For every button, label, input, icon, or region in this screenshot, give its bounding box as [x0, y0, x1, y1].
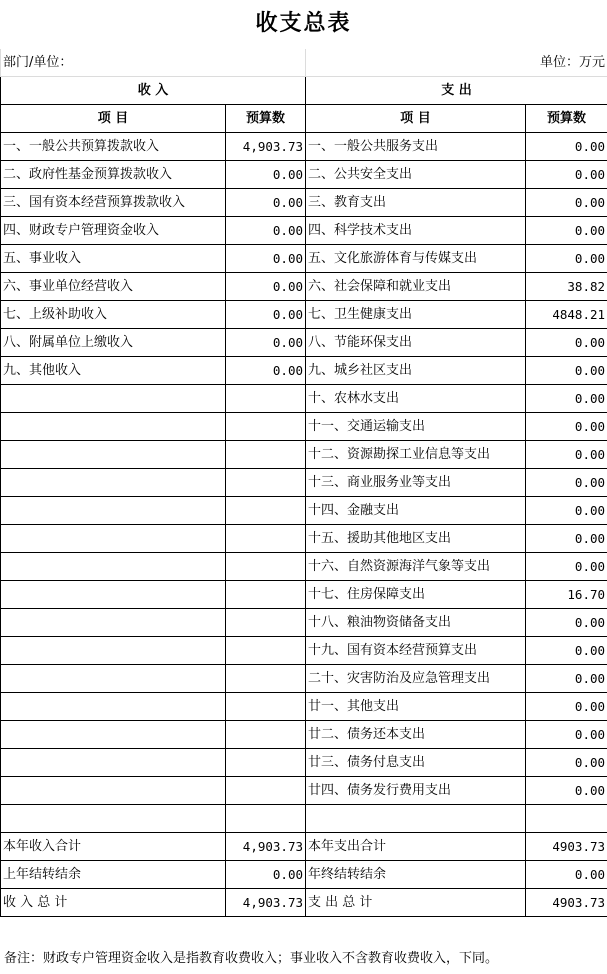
income-item-cell [1, 693, 226, 721]
table-row [1, 665, 607, 693]
income-item-cell [1, 665, 226, 693]
expense-value-cell: 0.00 [526, 665, 607, 693]
income-item-cell [1, 385, 226, 413]
table-row [1, 357, 607, 385]
expense-value-cell: 0.00 [526, 553, 607, 581]
dept-label: 部门/单位： [1, 49, 306, 77]
expense-item-cell: 十八、粮油物资储备支出 [306, 609, 526, 637]
total-row [1, 861, 607, 889]
income-value-cell: 0.00 [226, 357, 306, 385]
expense-item-cell: 本年支出合计 [306, 833, 526, 861]
income-item-cell [1, 637, 226, 665]
income-item-cell: 五、事业收入 [1, 245, 226, 273]
unit-label: 单位：万元 [306, 49, 607, 77]
expense-value-cell: 0.00 [526, 385, 607, 413]
income-value-cell [226, 749, 306, 777]
expense-item-cell: 十七、住房保障支出 [306, 581, 526, 609]
table-row [1, 693, 607, 721]
expense-item-cell: 十、农林水支出 [306, 385, 526, 413]
expense-item-cell: 十一、交通运输支出 [306, 413, 526, 441]
expense-item-cell: 八、节能环保支出 [306, 329, 526, 357]
income-value-cell [226, 721, 306, 749]
table-row [1, 133, 607, 161]
income-value-cell: 4,903.73 [226, 889, 306, 917]
income-item-cell [1, 805, 226, 833]
expense-item-cell: 廿三、债务付息支出 [306, 749, 526, 777]
table-row [1, 581, 607, 609]
expense-value-cell: 4848.21 [526, 301, 607, 329]
expense-value-cell [526, 805, 607, 833]
expense-value-cell: 0.00 [526, 245, 607, 273]
income-item-cell [1, 413, 226, 441]
expense-value-cell: 0.00 [526, 413, 607, 441]
section-header-row [1, 77, 607, 105]
income-item-cell: 九、其他收入 [1, 357, 226, 385]
expense-value-cell: 0.00 [526, 217, 607, 245]
expense-value-cell: 4903.73 [526, 833, 607, 861]
table-row [1, 749, 607, 777]
income-value-cell [226, 525, 306, 553]
income-value-cell: 0.00 [226, 217, 306, 245]
income-value-cell: 4,903.73 [226, 833, 306, 861]
income-item-cell: 本年收入合计 [1, 833, 226, 861]
income-budget-header: 预算数 [226, 105, 306, 133]
table-row [1, 441, 607, 469]
table-row [1, 469, 607, 497]
table-row [1, 721, 607, 749]
expense-value-cell: 0.00 [526, 469, 607, 497]
expense-value-cell: 0.00 [526, 189, 607, 217]
income-value-cell: 0.00 [226, 245, 306, 273]
expense-item-cell: 廿二、债务还本支出 [306, 721, 526, 749]
income-item-cell: 收 入 总 计 [1, 889, 226, 917]
expense-item-cell: 十五、援助其他地区支出 [306, 525, 526, 553]
income-value-cell: 0.00 [226, 161, 306, 189]
expense-item-cell: 年终结转结余 [306, 861, 526, 889]
table-row [1, 189, 607, 217]
income-item-cell [1, 469, 226, 497]
income-item-cell: 二、政府性基金预算拨款收入 [1, 161, 226, 189]
income-item-header: 项 目 [1, 105, 226, 133]
expense-value-cell: 0.00 [526, 441, 607, 469]
expense-value-cell: 0.00 [526, 861, 607, 889]
expense-value-cell: 0.00 [526, 329, 607, 357]
unit-row [1, 49, 607, 77]
expense-item-cell: 廿一、其他支出 [306, 693, 526, 721]
income-value-cell: 0.00 [226, 329, 306, 357]
expense-item-cell: 五、文化旅游体育与传媒支出 [306, 245, 526, 273]
income-header: 收 入 [1, 77, 306, 105]
income-value-cell [226, 441, 306, 469]
expense-item-cell: 支 出 总 计 [306, 889, 526, 917]
income-item-cell: 三、国有资本经营预算拨款收入 [1, 189, 226, 217]
income-value-cell [226, 385, 306, 413]
table-row [1, 525, 607, 553]
table-row [1, 217, 607, 245]
expense-item-cell: 十三、商业服务业等支出 [306, 469, 526, 497]
income-item-cell [1, 441, 226, 469]
income-item-cell [1, 749, 226, 777]
income-value-cell [226, 413, 306, 441]
expense-value-cell: 0.00 [526, 721, 607, 749]
income-value-cell [226, 693, 306, 721]
income-item-cell [1, 721, 226, 749]
income-item-cell [1, 553, 226, 581]
total-row [1, 833, 607, 861]
budget-summary-table [0, 49, 607, 917]
expense-item-cell: 十四、金融支出 [306, 497, 526, 525]
income-item-cell [1, 497, 226, 525]
income-value-cell [226, 469, 306, 497]
table-row [1, 777, 607, 805]
expense-item-cell: 二十、灾害防治及应急管理支出 [306, 665, 526, 693]
expense-value-cell: 0.00 [526, 637, 607, 665]
income-value-cell [226, 553, 306, 581]
income-value-cell: 0.00 [226, 301, 306, 329]
expense-item-cell: 六、社会保障和就业支出 [306, 273, 526, 301]
income-item-cell: 一、一般公共预算拨款收入 [1, 133, 226, 161]
expense-item-cell: 十九、国有资本经营预算支出 [306, 637, 526, 665]
expense-item-cell: 三、教育支出 [306, 189, 526, 217]
expense-value-cell: 4903.73 [526, 889, 607, 917]
income-item-cell: 七、上级补助收入 [1, 301, 226, 329]
expense-item-header: 项 目 [306, 105, 526, 133]
expense-item-cell: 十六、自然资源海洋气象等支出 [306, 553, 526, 581]
expense-value-cell: 0.00 [526, 749, 607, 777]
income-value-cell [226, 637, 306, 665]
table-row [1, 161, 607, 189]
table-row [1, 497, 607, 525]
income-value-cell [226, 665, 306, 693]
table-row [1, 385, 607, 413]
income-value-cell [226, 581, 306, 609]
income-item-cell [1, 581, 226, 609]
expense-header: 支 出 [306, 77, 607, 105]
expense-item-cell: 七、卫生健康支出 [306, 301, 526, 329]
expense-value-cell: 0.00 [526, 497, 607, 525]
footnote: 备注：财政专户管理资金收入是指教育收费收入；事业收入不含教育收费收入，下同。 [4, 951, 499, 966]
expense-item-cell: 十二、资源勘探工业信息等支出 [306, 441, 526, 469]
expense-item-cell: 九、城乡社区支出 [306, 357, 526, 385]
table-row [1, 273, 607, 301]
income-value-cell [226, 777, 306, 805]
expense-value-cell: 0.00 [526, 693, 607, 721]
income-value-cell [226, 497, 306, 525]
expense-value-cell: 0.00 [526, 133, 607, 161]
income-item-cell: 上年结转结余 [1, 861, 226, 889]
column-header-row [1, 105, 607, 133]
expense-value-cell: 38.82 [526, 273, 607, 301]
income-item-cell: 四、财政专户管理资金收入 [1, 217, 226, 245]
income-value-cell: 0.00 [226, 861, 306, 889]
income-value-cell [226, 805, 306, 833]
income-value-cell: 4,903.73 [226, 133, 306, 161]
expense-value-cell: 0.00 [526, 161, 607, 189]
expense-item-cell: 廿四、债务发行费用支出 [306, 777, 526, 805]
income-value-cell: 0.00 [226, 273, 306, 301]
table-row [1, 245, 607, 273]
income-value-cell: 0.00 [226, 189, 306, 217]
income-item-cell: 六、事业单位经营收入 [1, 273, 226, 301]
income-value-cell [226, 609, 306, 637]
expense-item-cell: 四、科学技术支出 [306, 217, 526, 245]
grand-total-row [1, 889, 607, 917]
income-item-cell [1, 777, 226, 805]
expense-value-cell: 0.00 [526, 609, 607, 637]
expense-budget-header: 预算数 [526, 105, 607, 133]
table-row [1, 805, 607, 833]
income-item-cell [1, 609, 226, 637]
table-row [1, 329, 607, 357]
table-row [1, 637, 607, 665]
table-row [1, 609, 607, 637]
expense-value-cell: 0.00 [526, 777, 607, 805]
table-row [1, 301, 607, 329]
table-row [1, 413, 607, 441]
expense-value-cell: 0.00 [526, 357, 607, 385]
page-title: 收支总表 [255, 11, 352, 36]
expense-item-cell: 一、一般公共服务支出 [306, 133, 526, 161]
expense-value-cell: 0.00 [526, 525, 607, 553]
income-item-cell [1, 525, 226, 553]
expense-item-cell [306, 805, 526, 833]
expense-value-cell: 16.70 [526, 581, 607, 609]
income-item-cell: 八、附属单位上缴收入 [1, 329, 226, 357]
table-row [1, 553, 607, 581]
expense-item-cell: 二、公共安全支出 [306, 161, 526, 189]
